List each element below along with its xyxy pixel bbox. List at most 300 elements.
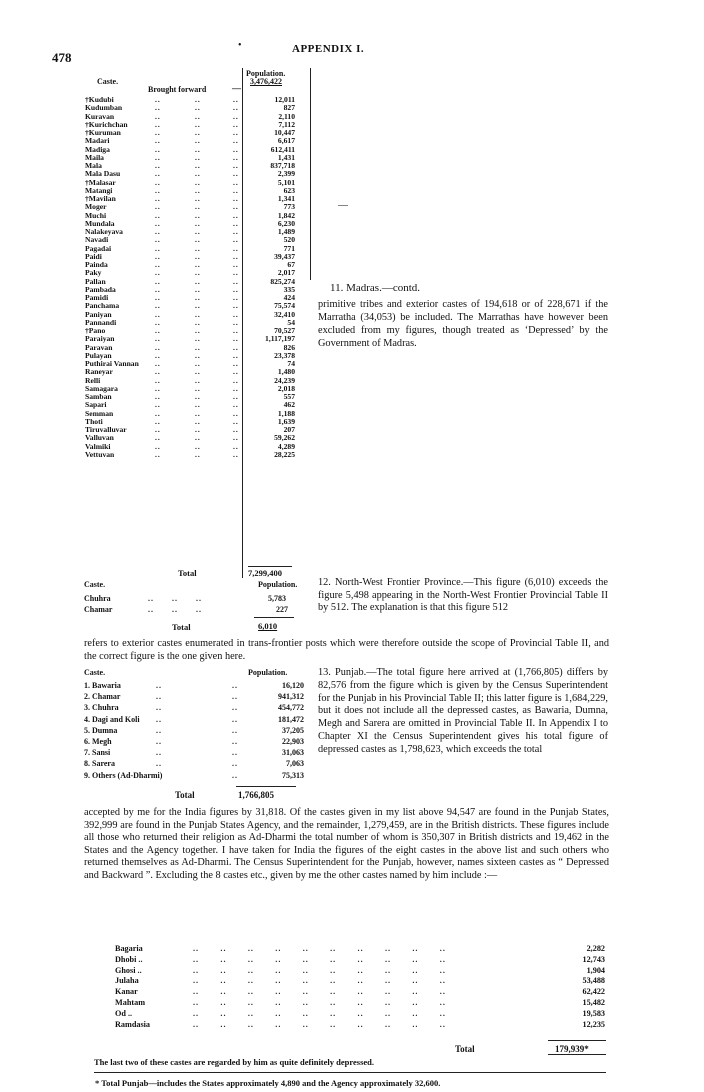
leader-dots: .. [232, 681, 238, 690]
leader-dots: .. [195, 326, 201, 335]
leader-dots: .. [233, 218, 239, 228]
leader-dots: .. [232, 703, 238, 713]
caste-name: Mala Dasu [85, 169, 121, 179]
leader-dots: .. [155, 152, 161, 162]
footnote: * Total Punjab—includes the States approximately 4,890 and the Agency approximately 32,600. [95, 1078, 441, 1088]
caste-name: Julaha [115, 976, 139, 986]
leader-dots: .. [233, 95, 239, 104]
caste-name: 5. Dumna [84, 725, 118, 735]
leader-dots: .. [232, 692, 238, 702]
population-value: 612,411 [270, 144, 295, 154]
nwfp-row-caste-1: Chamar [84, 605, 113, 614]
caste-name: Sapari [85, 400, 107, 410]
caste-name: Od .. [115, 1008, 133, 1018]
caste-name: Mahtam [115, 997, 146, 1007]
population-value: 2,018 [277, 383, 295, 393]
other-castes-double-rule [548, 1054, 606, 1055]
population-value: 1,431 [277, 152, 295, 162]
caste-name: †Malasar [85, 177, 116, 187]
population-value: 623 [283, 185, 295, 195]
leader-dots: .. [155, 251, 161, 261]
leader-dots: .. [195, 136, 201, 146]
leader-dots: .. .. .. .. .. .. .. .. .. .. [193, 954, 446, 964]
leader-dots: .. [233, 136, 239, 146]
leader-dots: .. [155, 359, 161, 368]
population-value: 1,341 [277, 194, 295, 203]
leader-dots: .. [155, 268, 161, 278]
population-value: 37,205 [282, 725, 304, 735]
leader-dots: .. [233, 317, 239, 327]
leader-dots: .. [155, 169, 161, 179]
leader-dots: .. [195, 177, 201, 187]
leader-dots: .. [195, 227, 201, 236]
leader-dots: .. [233, 152, 239, 162]
leader-dots: .. [155, 202, 161, 212]
caste-name: Paniyan [85, 309, 112, 319]
leader-dots: .. [233, 293, 239, 302]
leader-dots: .. [233, 128, 239, 137]
leader-dots: .. [156, 725, 162, 735]
madras-brought-dash: — [232, 83, 241, 93]
population-value: 75,574 [274, 301, 295, 311]
leader-dots: .. [195, 144, 201, 154]
leader-dots: .. [233, 194, 239, 203]
caste-name: Pamidi [85, 293, 109, 302]
caste-name: Pannandi [85, 317, 117, 327]
leader-dots: .. [195, 161, 201, 170]
population-value: 28,225 [274, 449, 295, 459]
population-value: 837,718 [270, 161, 295, 170]
population-value: 6,617 [277, 136, 295, 146]
top-mark: • [238, 40, 242, 51]
population-value: 1,489 [277, 227, 295, 236]
leader-dots: .. [195, 218, 201, 228]
leader-dots: .. [155, 243, 161, 253]
leader-dots: .. [195, 359, 201, 368]
punjab-continuation: accepted by me for the India figures by 31,818. Of the castes given in my list above 94,547 are found in the Punjab States, 392,999 are found in the Punjab States Agency, and the remainder, 1,279,459, are in the British districts. These figures include all those who returned their religion as Ad-Dharmi the total number of whom is 350,307 in British districts and 19,462 in the States and the Agency together. I have taken for India the figures of the eight castes in the above list and such others who returned themselves as Ad-Dharmi. The Census Superintendent for the Punjab, however, names sixteen castes as “ Depressed and Backward ”. Excluding the 8 castes etc., given by me the other castes named by him include :— [84, 807, 609, 881]
population-value: 454,772 [278, 703, 304, 713]
leader-dots: .. [233, 416, 239, 426]
leader-dots: .. [155, 227, 161, 236]
leader-dots: .. [195, 185, 201, 195]
madras-right-rule [310, 68, 311, 280]
leader-dots: .. [195, 210, 201, 220]
leader-dots: .. [156, 759, 162, 769]
leader-dots: .. [155, 235, 161, 245]
leader-dots: .. [233, 119, 239, 129]
page-title: APPENDIX I. [292, 43, 365, 55]
leader-dots: .. [155, 276, 161, 286]
caste-name: Pagadai [85, 243, 112, 253]
table-row [115, 966, 605, 977]
leader-dots: .. [156, 714, 162, 724]
leader-dots: .. .. .. .. .. .. .. .. .. .. [193, 997, 446, 1007]
caste-name: Mundala [85, 218, 115, 228]
caste-name: 8. Sarera [84, 759, 115, 769]
population-value: 181,472 [278, 714, 304, 724]
punjab-table-rows [84, 680, 304, 781]
caste-name: Valluvan [85, 433, 114, 443]
caste-name: Panchama [85, 301, 120, 311]
population-value: 23,378 [274, 350, 295, 360]
nwfp-row-dots: .. .. .. [148, 605, 202, 614]
leader-dots: .. .. .. .. .. .. .. .. .. .. [193, 944, 446, 953]
population-value: 5,101 [277, 177, 295, 187]
leader-dots: .. [232, 748, 238, 758]
leader-dots: .. [155, 400, 161, 410]
population-value: 335 [283, 284, 295, 294]
leader-dots: .. [233, 111, 239, 121]
leader-dots: .. [195, 416, 201, 426]
leader-dots: .. [233, 161, 239, 170]
leader-dots: .. [155, 119, 161, 129]
leader-dots: .. [195, 449, 201, 459]
caste-name: Bagaria [115, 944, 143, 953]
population-value: 207 [283, 425, 295, 434]
caste-name: Relli [85, 375, 101, 385]
caste-name: Paky [85, 268, 102, 278]
leader-dots: .. [155, 433, 161, 443]
population-value: 2,017 [277, 268, 295, 278]
footnote-rule [94, 1072, 606, 1073]
caste-name: Navadi [85, 235, 109, 245]
leader-dots: .. [195, 301, 201, 311]
nwfp-total-label: Total [172, 622, 191, 632]
population-value: 53,488 [582, 976, 605, 986]
leader-dots: .. [195, 111, 201, 121]
punjab-total-rule [236, 786, 296, 787]
nwfp-total-rule [254, 617, 294, 618]
caste-name: Tiruvalluvar [85, 425, 127, 434]
caste-name: 9. Others (Ad-Dharmi) [84, 770, 163, 780]
leader-dots: .. [233, 334, 239, 344]
table-row [84, 702, 304, 713]
nwfp-col-caste: Caste. [84, 580, 106, 589]
caste-name: Paidi [85, 251, 102, 261]
population-value: 520 [283, 235, 295, 245]
leader-dots: .. .. .. .. .. .. .. .. .. .. [193, 965, 446, 975]
leader-dots: .. [155, 136, 161, 146]
madras-total-rule [248, 566, 292, 567]
nwfp-row-value-0: 5,783 [268, 594, 286, 603]
leader-dots: .. [155, 416, 161, 426]
nwfp-continuation: refers to exterior castes enumerated in trans-frontier posts which were therefore outside the scope of Provincial Table II, and the correct figure is the one given here. [84, 638, 609, 662]
leader-dots: .. [233, 235, 239, 245]
punjab-col-population: Population. [248, 668, 288, 677]
leader-dots: .. [155, 111, 161, 121]
population-value: 22,903 [282, 736, 304, 746]
caste-name: Maila [85, 152, 104, 162]
leader-dots: .. [195, 433, 201, 443]
leader-dots: .. [233, 185, 239, 195]
caste-name: Ramdasia [115, 1019, 151, 1029]
leader-dots: .. [155, 144, 161, 154]
population-value: 32,410 [274, 309, 295, 319]
punjab-total-label: Total [175, 790, 195, 800]
leader-dots: .. [232, 714, 238, 724]
leader-dots: .. [195, 169, 201, 179]
table-row [115, 1009, 605, 1020]
population-value: 1,639 [277, 416, 295, 426]
caste-name: Kanar [115, 987, 138, 997]
population-value: 2,399 [277, 169, 295, 179]
caste-name: Pambada [85, 284, 116, 294]
leader-dots: .. [155, 441, 161, 451]
leader-dots: .. [156, 703, 162, 713]
caste-name: Vettuvan [85, 449, 115, 459]
punjab-total-value: 1,766,805 [238, 790, 274, 800]
leader-dots: .. [195, 367, 201, 377]
table-row [115, 1020, 605, 1031]
madras-col-population: Population. [246, 69, 286, 78]
population-value: 825,274 [270, 276, 295, 286]
population-value: 1,904 [586, 965, 605, 975]
madras-brought-forward: Brought forward [148, 85, 207, 94]
table-row [115, 955, 605, 966]
population-value: 10,447 [274, 128, 295, 137]
leader-dots: .. [233, 177, 239, 187]
leader-dots: .. [155, 449, 161, 459]
leader-dots: .. [233, 375, 239, 385]
table-row [84, 758, 304, 769]
leader-dots: .. [155, 95, 161, 104]
leader-dots: .. [233, 449, 239, 459]
leader-dots: .. [155, 210, 161, 220]
madras-dash-mark: — [338, 200, 348, 211]
madras-total-label: Total [178, 568, 197, 578]
caste-name: Paravan [85, 342, 113, 352]
leader-dots: .. [195, 425, 201, 434]
population-value: 62,422 [582, 987, 605, 997]
leader-dots: .. [195, 268, 201, 278]
leader-dots: .. [233, 342, 239, 352]
caste-name: 4. Dagi and Koli [84, 714, 140, 724]
leader-dots: .. [195, 334, 201, 344]
leader-dots: .. [195, 103, 201, 113]
population-value: 826 [283, 342, 295, 352]
leader-dots: .. [233, 202, 239, 212]
leader-dots: .. [155, 317, 161, 327]
leader-dots: .. [195, 194, 201, 203]
caste-name: Samban [85, 392, 112, 401]
population-value: 6,230 [277, 218, 295, 228]
population-value: 70,527 [274, 326, 295, 335]
leader-dots: .. [233, 392, 239, 401]
nwfp-total-value: 6,010 [258, 621, 278, 631]
population-value: 12,011 [274, 95, 295, 104]
leader-dots: .. [155, 367, 161, 377]
population-value: 16,120 [282, 681, 304, 690]
leader-dots: .. [233, 284, 239, 294]
leader-dots: .. [195, 202, 201, 212]
population-value: 15,482 [582, 997, 605, 1007]
leader-dots: .. [195, 317, 201, 327]
caste-name: Muchi [85, 210, 107, 220]
caste-name: 6. Megh [84, 736, 112, 746]
leader-dots: .. [195, 375, 201, 385]
caste-name: †Pano [85, 326, 106, 335]
caste-name: Madiga [85, 144, 110, 154]
madras-brought-value: 3,476,422 [250, 77, 282, 86]
leader-dots: .. [155, 103, 161, 113]
population-value: 74 [287, 359, 295, 368]
population-value: 771 [283, 243, 295, 253]
leader-dots: .. [155, 375, 161, 385]
leader-dots: .. [233, 243, 239, 253]
leader-dots: .. [233, 350, 239, 360]
leader-dots: .. [195, 284, 201, 294]
leader-dots: .. [155, 194, 161, 203]
leader-dots: .. [155, 218, 161, 228]
table-row [84, 747, 304, 758]
leader-dots: .. [155, 309, 161, 319]
leader-dots: .. [155, 342, 161, 352]
leader-dots: .. [195, 441, 201, 451]
population-value: 12,235 [582, 1019, 605, 1029]
table-row [84, 691, 304, 702]
population-value: 462 [283, 400, 295, 410]
other-castes-rows [115, 944, 605, 1030]
leader-dots: .. [233, 227, 239, 236]
leader-dots: .. [233, 326, 239, 335]
other-castes-total-value: 179,939* [555, 1044, 589, 1054]
nwfp-row-value-1: 227 [276, 605, 288, 614]
leader-dots: .. [155, 284, 161, 294]
madras-table-rows [85, 96, 305, 459]
leader-dots: .. [155, 383, 161, 393]
caste-name: †Kuruman [85, 128, 121, 137]
leader-dots: .. .. .. .. .. .. .. .. .. .. [193, 987, 446, 997]
leader-dots: .. .. .. .. .. .. .. .. .. .. [193, 1008, 446, 1018]
population-value: 827 [283, 103, 295, 113]
leader-dots: .. [233, 383, 239, 393]
leader-dots: .. [195, 260, 201, 269]
caste-name: Madari [85, 136, 110, 146]
leader-dots: .. [195, 408, 201, 418]
leader-dots: .. [155, 161, 161, 170]
madras-paragraph: primitive tribes and exterior castes of 194,618 or of 228,671 if the Marratha (34,053) be included. The Marrathas have however been excluded from my figures, though treated as ‘Depressed’ by the Government of Madras. [318, 299, 608, 349]
population-value: 7,063 [286, 759, 304, 769]
leader-dots: .. [155, 334, 161, 344]
leader-dots: .. [233, 276, 239, 286]
population-value: 4,289 [277, 441, 295, 451]
table-row [84, 770, 304, 781]
leader-dots: .. [233, 103, 239, 113]
caste-name: Moger [85, 202, 107, 212]
population-value: 39,437 [274, 251, 295, 261]
leader-dots: .. [195, 392, 201, 401]
table-row [115, 976, 605, 987]
leader-dots: .. [233, 408, 239, 418]
leader-dots: .. [155, 293, 161, 302]
caste-name: †Mavilan [85, 194, 116, 203]
population-value: 75,313 [282, 770, 304, 780]
leader-dots: .. [155, 425, 161, 434]
leader-dots: .. [233, 400, 239, 410]
leader-dots: .. [155, 128, 161, 137]
caste-name: Valmiki [85, 441, 111, 451]
leader-dots: .. [195, 350, 201, 360]
caste-name: Mala [85, 161, 102, 170]
population-value: 1,842 [277, 210, 295, 220]
caste-name: †Kudubi [85, 95, 114, 104]
leader-dots: .. [195, 293, 201, 302]
leader-dots: .. [233, 251, 239, 261]
caste-name: Semman [85, 408, 114, 418]
leader-dots: .. [232, 759, 238, 769]
leader-dots: .. [233, 260, 239, 269]
population-value: 1,480 [277, 367, 295, 377]
caste-name: Matangi [85, 185, 113, 195]
leader-dots: .. [232, 736, 238, 746]
leader-dots: .. [232, 725, 238, 735]
nwfp-paragraph: 12. North-West Frontier Province.—This figure (6,010) exceeds the figure 5,498 appearing in the North-West Frontier Provincial Table II by 512. The explanation is that this figure 512 [318, 577, 608, 614]
leader-dots: .. [155, 408, 161, 418]
leader-dots: .. [195, 152, 201, 162]
punjab-col-caste: Caste. [84, 668, 106, 677]
population-value: 557 [283, 392, 295, 401]
population-value: 12,743 [582, 954, 605, 964]
population-value: 59,262 [274, 433, 295, 443]
leader-dots: .. [156, 692, 162, 702]
punjab-paragraph: 13. Punjab.—The total figure here arrived at (1,766,805) differs by 82,576 from the figure which is given by the Census Superintendent for the Punjab in his Provincial Table II; this latter figure is 1,684,229, but it does not include all the depressed castes, as Bawaria, Dumna, Megh and Sarera are omitted in Provincial Table II. In Appendix I to Chapter XI the Census Superintendent gives his total figure of depressed castes as 1,798,623, which exceeds the total [318, 667, 608, 755]
leader-dots: .. .. .. .. .. .. .. .. .. .. [193, 1019, 446, 1029]
leader-dots: .. [195, 276, 201, 286]
population-value: 1,117,197 [265, 334, 295, 344]
caste-name: Samagara [85, 383, 118, 393]
leader-dots: .. [233, 441, 239, 451]
caste-name: 3. Chuhra [84, 703, 119, 713]
leader-dots: .. [155, 301, 161, 311]
leader-dots: .. [233, 144, 239, 154]
leader-dots: .. [155, 260, 161, 269]
table-row [84, 680, 304, 691]
leader-dots: .. .. .. .. .. .. .. .. .. .. [193, 976, 446, 986]
population-value: 24,239 [274, 375, 295, 385]
leader-dots: .. [233, 425, 239, 434]
population-value: 31,063 [282, 748, 304, 758]
page-number: 478 [52, 50, 72, 65]
leader-dots: .. [195, 128, 201, 137]
other-castes-total-label: Total [455, 1044, 475, 1054]
leader-dots: .. [155, 326, 161, 335]
madras-col-caste: Caste. [97, 77, 119, 86]
population-value: 773 [283, 202, 295, 212]
caste-name: Puthirai Vannan [85, 359, 139, 368]
table-row [115, 998, 605, 1009]
madras-heading: 11. Madras.—contd. [330, 282, 421, 294]
leader-dots: .. [233, 169, 239, 179]
leader-dots: .. [195, 342, 201, 352]
population-value: 424 [283, 293, 295, 302]
other-castes-note: The last two of these castes are regarded by him as quite definitely depressed. [94, 1057, 375, 1067]
leader-dots: .. [195, 95, 201, 104]
caste-name: 1. Bawaria [84, 681, 121, 690]
caste-name: Paraiyan [85, 334, 115, 344]
table-row [84, 714, 304, 725]
other-castes-total-rule [548, 1040, 606, 1041]
leader-dots: .. [233, 367, 239, 377]
caste-name: Pulayan [85, 350, 112, 360]
population-value: 1,188 [277, 408, 295, 418]
leader-dots: .. [195, 119, 201, 129]
table-row [115, 944, 605, 955]
population-value: 2,110 [278, 111, 295, 121]
leader-dots: .. [156, 736, 162, 746]
leader-dots: .. [232, 770, 238, 780]
caste-name: †Kurichchan [85, 119, 128, 129]
table-row [84, 725, 304, 736]
